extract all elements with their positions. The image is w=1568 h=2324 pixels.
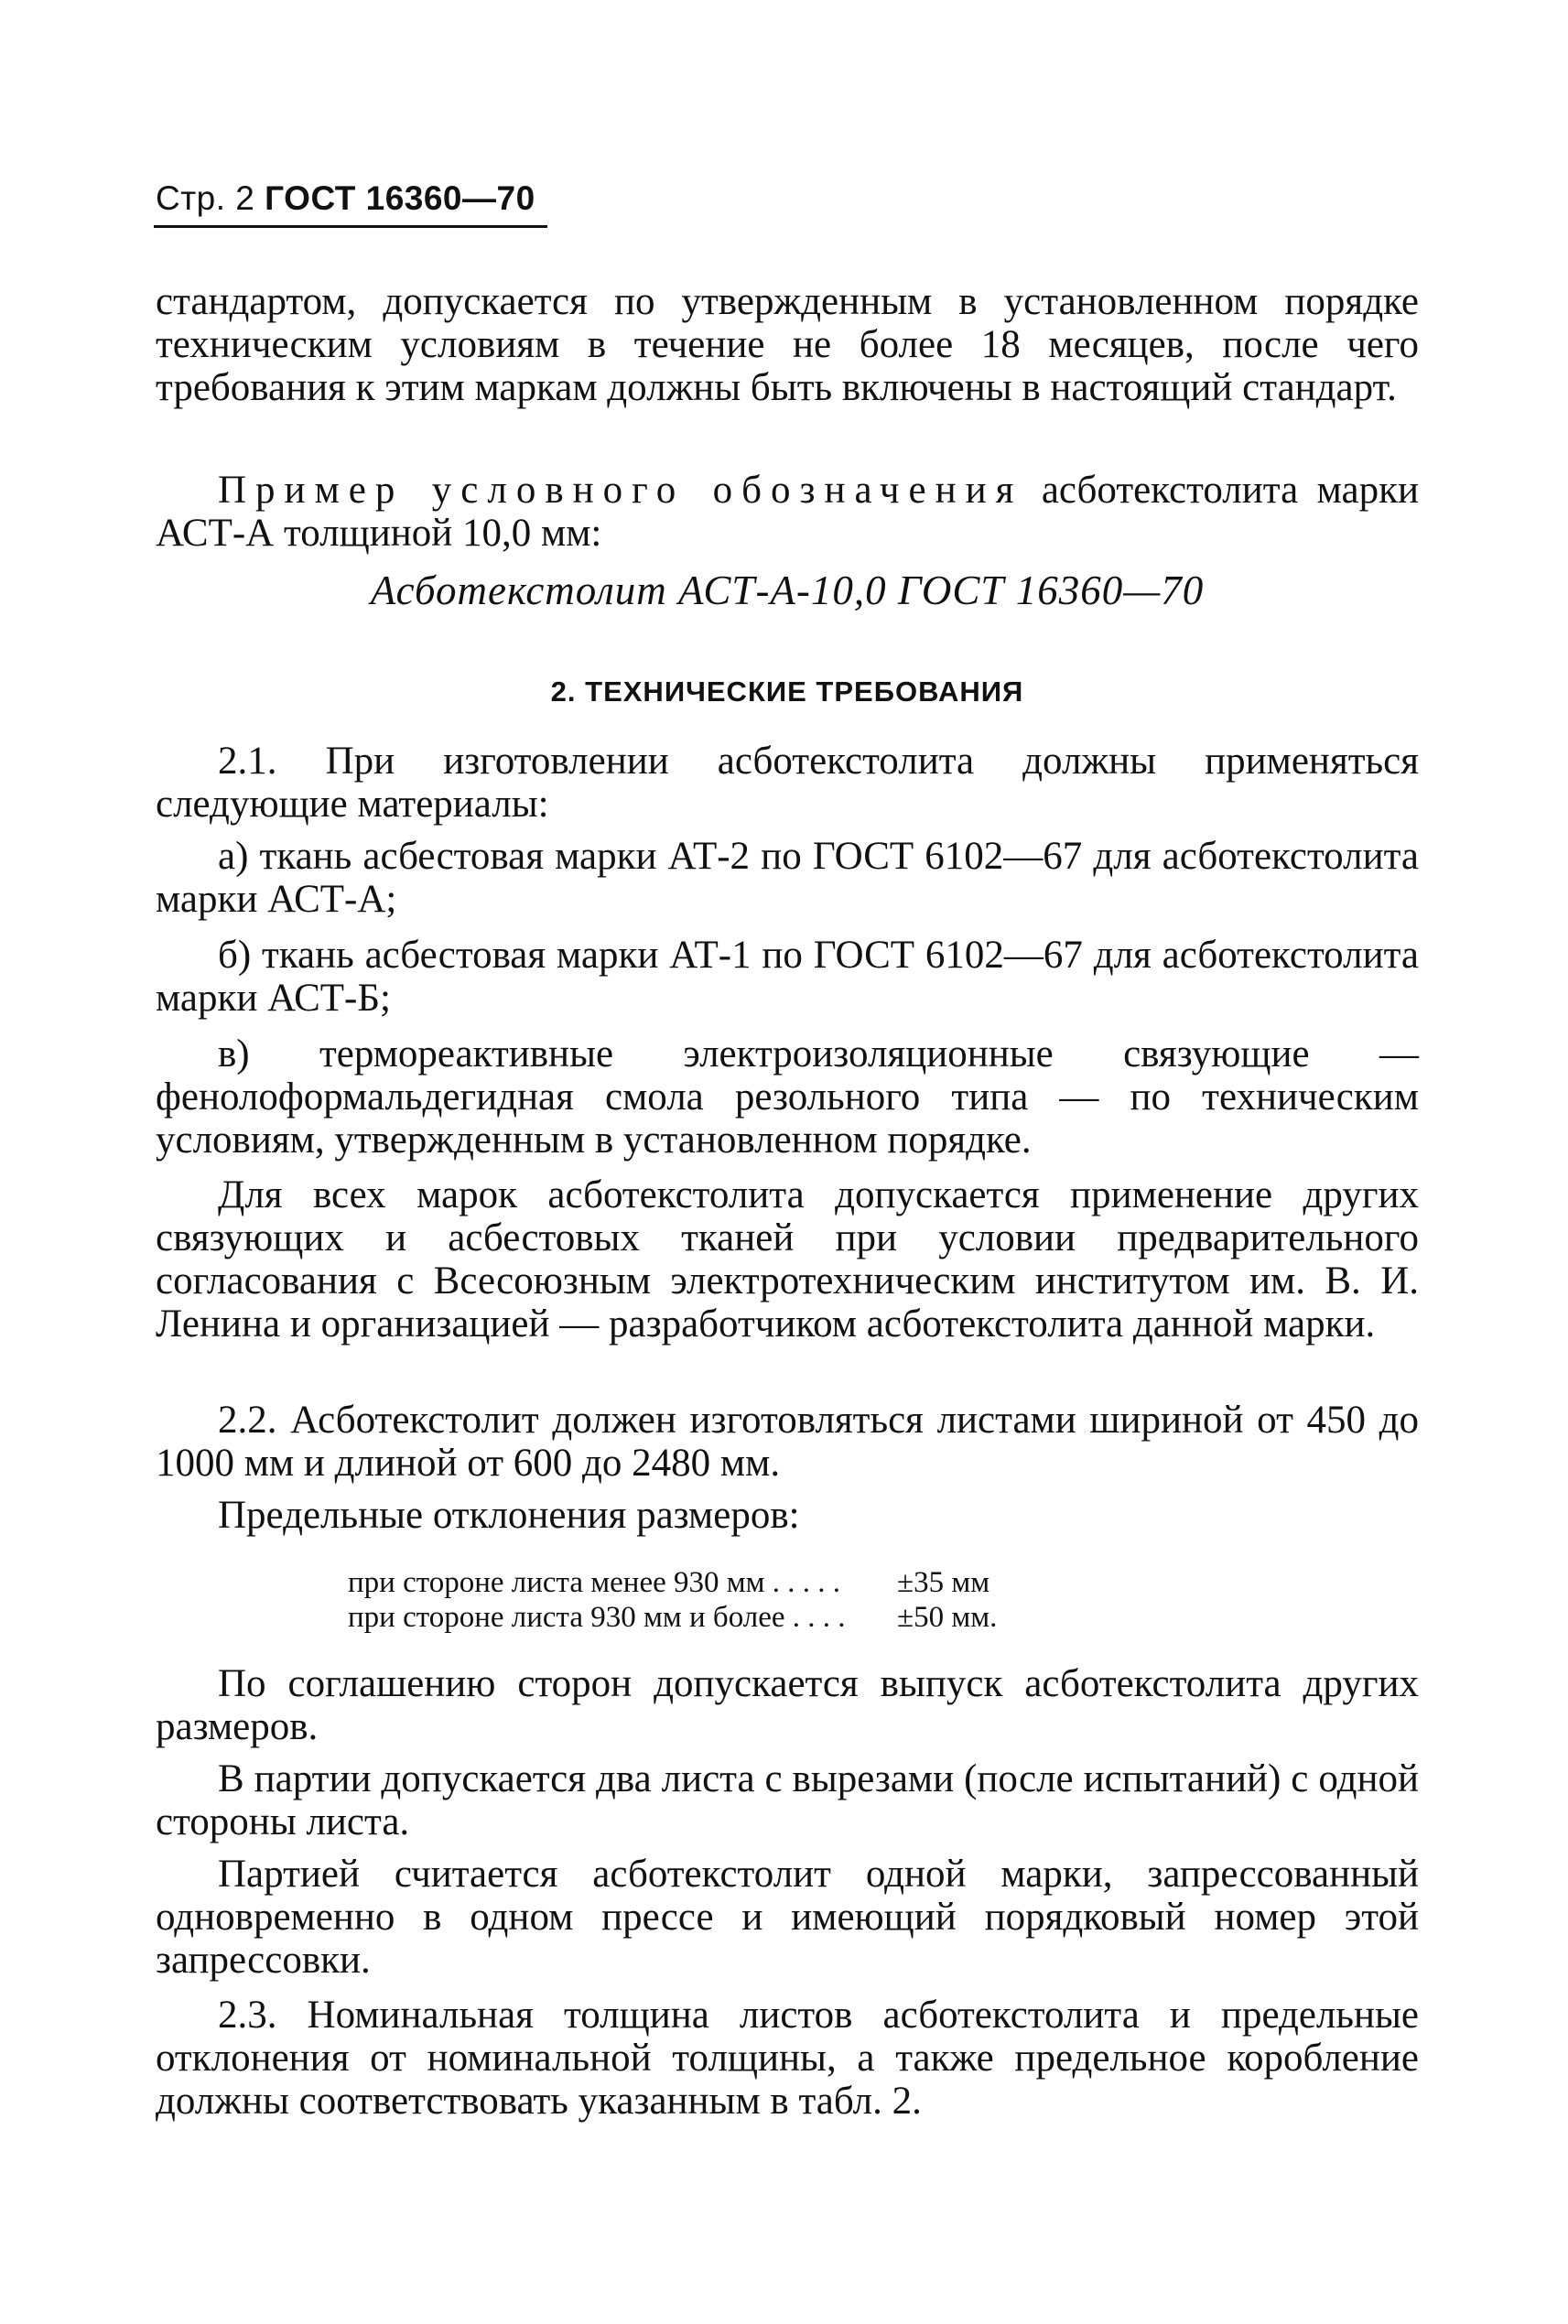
paragraph-2-3: 2.3. Номинальная толщина листов асботекстолита и предельные отклонения от номинальной толщины, а также предельное коробление должны соответствовать указанным в табл. 2. (156, 1994, 1419, 2123)
paragraph-intro: стандартом, допускается по утвержденным в установленном порядке техническим условиям в течение не более 18 месяцев, после чего требования к этим маркам должны быть включены в настоящий стандарт. (156, 280, 1419, 409)
paragraph-2-1: 2.1. При изготовлении асботекстолита должны применяться следующие материалы: (156, 740, 1419, 826)
tolerance-row (348, 1565, 997, 1600)
tolerance-value: ±35 мм (897, 1566, 990, 1599)
standard-number: ГОСТ 16360—70 (265, 179, 535, 217)
example-lead: Пример условного обозначения (218, 469, 1023, 512)
paragraph-batch-cutouts: В партии допускается два листа с вырезами (после испытаний) с одной стороны листа. (156, 1757, 1419, 1843)
tolerance-value: ±50 мм. (897, 1601, 998, 1634)
paragraph-batch-definition: Партией считается асботекстолит одной марки, запрессованный одновременно в одном прессе и имеющий порядковый номер этой запрессовки. (156, 1853, 1419, 1982)
page-number: Стр. 2 (156, 179, 255, 217)
paragraph-item-a: а) ткань асбестовая марки АТ-2 по ГОСТ 6102—67 для асботекстолита марки АСТ-А; (156, 835, 1419, 921)
tolerance-table (348, 1565, 997, 1635)
paragraph-2-2: 2.2. Асботекстолит должен изготовляться листами шириной от 450 до 1000 мм и длиной от 600 до 2480 мм. (156, 1399, 1419, 1485)
paragraph-limits: Предельные отклонения размеров: (218, 1494, 800, 1537)
paragraph-item-b: б) ткань асбестовая марки АТ-1 по ГОСТ 6102—67 для асботекстолита марки АСТ-Б; (156, 934, 1419, 1020)
tolerance-label: при стороне листа 930 мм и более . . . . (348, 1601, 846, 1634)
header-rule (154, 225, 547, 228)
tolerance-label: при стороне листа менее 930 мм . . . . . (348, 1566, 841, 1599)
paragraph-agreement: По соглашению сторон допускается выпуск асботекстолита других размеров. (156, 1662, 1419, 1748)
section-title: 2. ТЕХНИЧЕСКИЕ ТРЕБОВАНИЯ (550, 676, 1024, 708)
page-header (156, 179, 535, 218)
paragraph-example (156, 469, 1419, 555)
paragraph-all-grades: Для всех марок асботекстолита допускается применение других связующих и асбестовых тканей при условии предварительного согласования с Всесоюзным электротехническим институтом им. В. И. Ленина и организацией — разработчиком асботекстолита данной марки. (156, 1173, 1419, 1346)
example-rest: асботекстолита марки АСТ-А толщиной 10,0 мм: (156, 469, 1419, 555)
paragraph-item-v: в) термореактивные электроизоляционные связующие — фенолоформальдегидная смола резольного типа — по техническим условиям, утвержденным в установленном порядке. (156, 1032, 1419, 1162)
tolerance-row (348, 1600, 997, 1635)
designation-example: Асботекстолит АСТ-А-10,0 ГОСТ 16360—70 (370, 567, 1205, 613)
